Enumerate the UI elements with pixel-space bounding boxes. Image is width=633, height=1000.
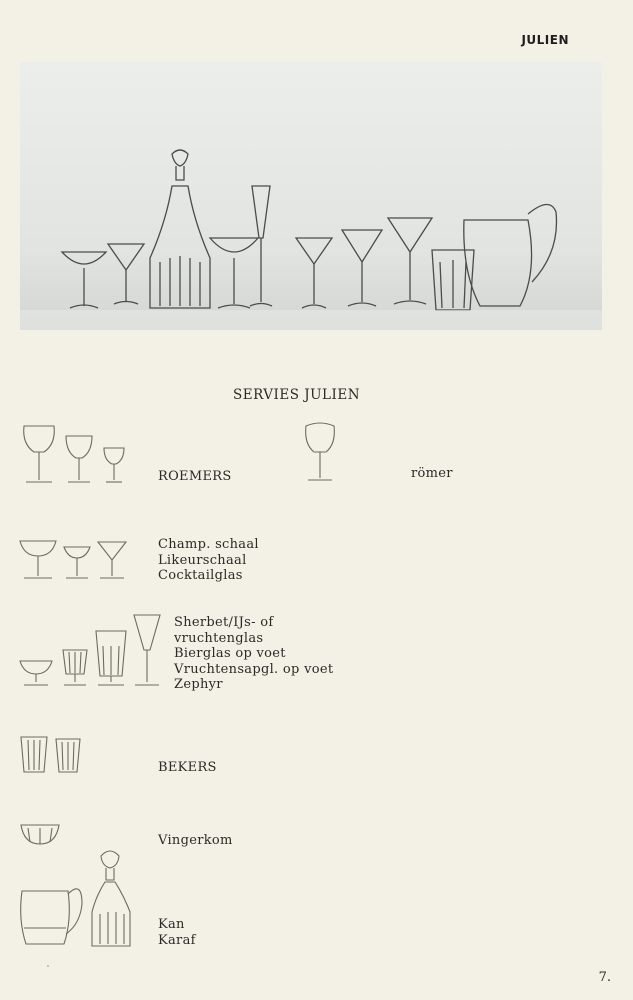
champagne-coupe-icon [20, 541, 56, 578]
label-line: vruchtenglas [174, 630, 264, 646]
sherbet-glass-icon [20, 661, 52, 685]
roemer-medium-icon [66, 436, 92, 482]
jug-icon [21, 889, 82, 944]
sherbet-group-labels [174, 615, 333, 693]
tumbler-small-icon [56, 739, 80, 772]
label-line: Karaf [158, 932, 196, 948]
page-header-title: JULIEN [521, 33, 569, 47]
label-line: Kan [158, 917, 185, 932]
glassware-photo [20, 62, 602, 330]
liqueur-coupe-icon [64, 547, 90, 578]
zephyr-flute-icon [134, 615, 160, 685]
bekers-label: BEKERS [158, 760, 217, 775]
romer-label: römer [411, 466, 453, 481]
beer-glass-on-foot-icon [63, 650, 87, 685]
tumbler-large-icon [21, 737, 47, 772]
roemer-small-icon [104, 448, 124, 482]
romer-icon [306, 423, 335, 480]
label-line: Bierglas op voet [174, 646, 286, 661]
roemers-label: ROEMERS [158, 469, 232, 484]
carafe-icon [92, 851, 130, 946]
cocktail-glass-icon [98, 542, 126, 578]
label-line: Likeurschaal [158, 552, 247, 568]
label-line: Sherbet/IJs- of [174, 615, 274, 630]
kan-karaf-labels [158, 917, 196, 948]
label-line: Champ. schaal [158, 537, 259, 552]
label-line: Cocktailglas [158, 568, 243, 583]
juice-glass-on-foot-icon [96, 631, 126, 685]
champ-group-labels [158, 537, 259, 584]
section-title: SERVIES JULIEN [233, 387, 361, 403]
label-line: Vruchtensapgl. op voet [174, 661, 334, 677]
finger-bowl-icon [21, 825, 59, 844]
vingerkom-label: Vingerkom [158, 833, 233, 848]
page-number: 7. [598, 970, 611, 985]
roemer-large-icon [24, 426, 55, 482]
label-line: Zephyr [174, 677, 223, 692]
